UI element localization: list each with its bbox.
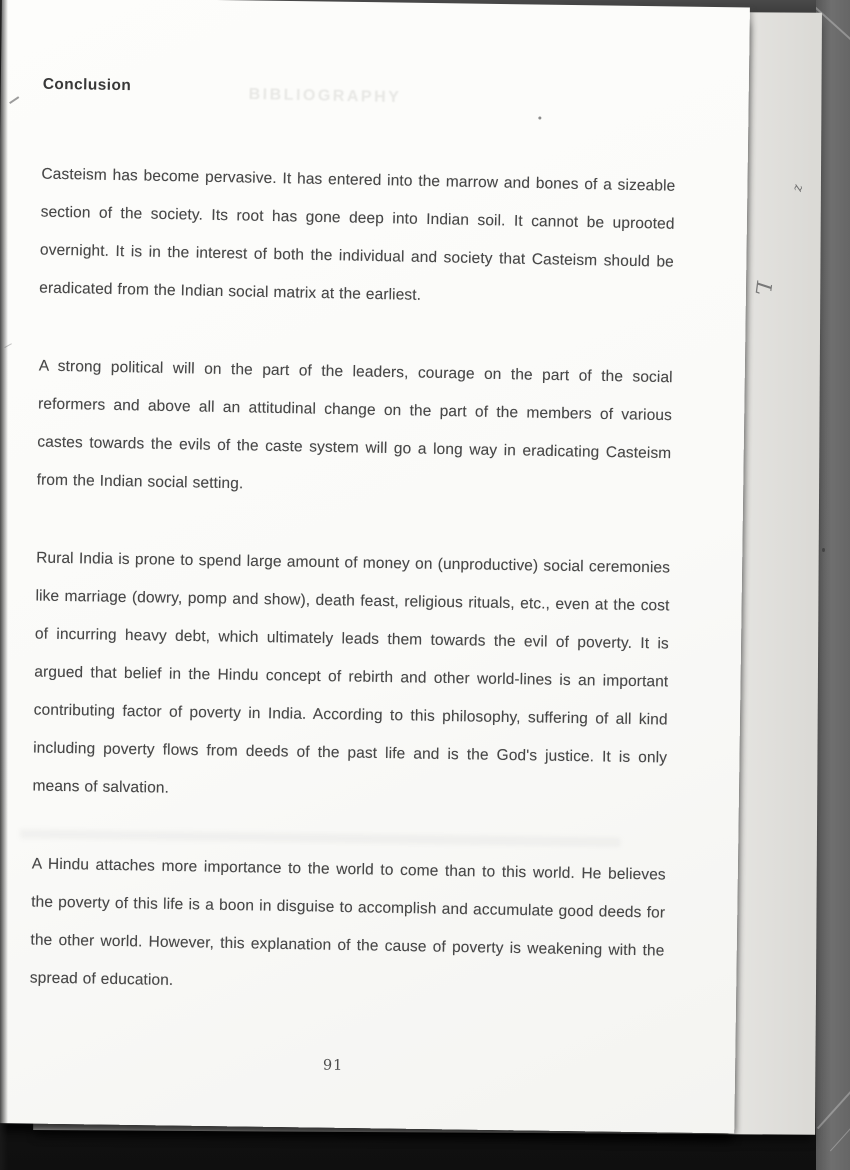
bleedthrough-heading: BIBLIOGRAPHY — [248, 85, 402, 107]
page-number: 91 — [322, 1057, 344, 1074]
crease-line — [817, 1085, 850, 1129]
paragraph-2: A strong political will on the part of the leaders, courage on the part of the social reformers and above all an attitudinal change on the part of the members of various castes towards the evils of the caste system will go a long way in eradicating Casteism from the Indian social setting. — [36, 357, 673, 493]
crease-line — [830, 1114, 850, 1152]
book-edge-band — [816, 0, 850, 1170]
paragraph-4: A Hindu attaches more importance to the world to come than to this world. He believes the poverty of this life is a boon in disguise to accomplish and accumulate good deeds for the other world. However, this explanation of the cause of poverty is weakening with the spread of education. — [29, 855, 666, 989]
scan-left-edge-shadow — [0, 0, 8, 1170]
dust-speck — [822, 548, 825, 552]
section-heading: Conclusion — [42, 75, 132, 95]
handwritten-mark-z: z — [790, 183, 807, 193]
handwritten-mark-l: L — [750, 279, 777, 297]
paragraph-1: Casteism has become pervasive. It has entered into the marrow and bones of a sizeable section of the society. Its root has gone deep into Indian soil. It cannot be uprooted overnight. It is in the interest of both the individual and society that Casteism should be eradicated from the Indian social matrix at the earliest. — [39, 165, 676, 304]
paragraph-3: Rural India is prone to spend large amount of money on (unproductive) social ceremonies like marriage (dowry, pomp and show), death feast, religious rituals, etc., even at the cost of incurring heavy debt, which ultimately leads them towards the evil of poverty. It is argued that belief in the Hindu concept of rebirth and other world-lines is an important contributing factor of poverty in India. According to this philosophy, suffering of all kind including poverty flows from deeds of the past life and is the God's justice. It is only means of salvation. — [32, 549, 671, 797]
